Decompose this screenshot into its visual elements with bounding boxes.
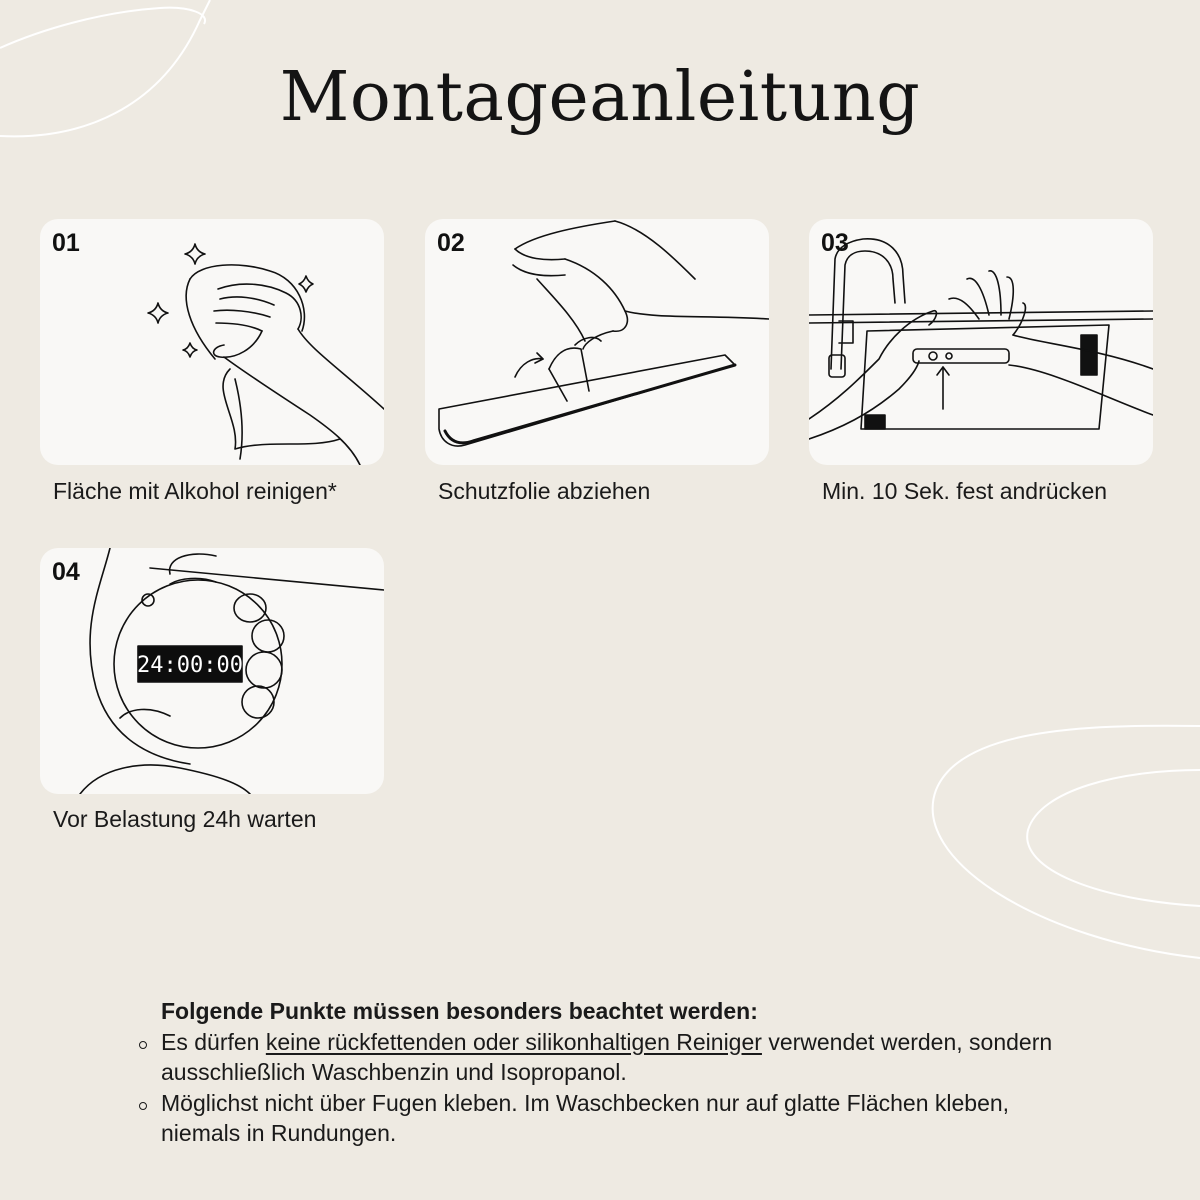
step-caption-02: Schutzfolie abziehen	[438, 478, 651, 504]
step-caption-01: Fläche mit Alkohol reinigen*	[53, 478, 337, 504]
step-number: 01	[52, 229, 80, 257]
step-card-03	[809, 219, 1153, 465]
step-card-02	[425, 219, 769, 465]
bullet-icon	[139, 1102, 147, 1110]
notes-heading: Folgende Punkte müssen besonders beachtet werden:	[161, 998, 758, 1024]
note-text: Möglichst nicht über Fugen kleben. Im Waschbecken nur auf glatte Flächen kleben, niemals in Rundungen.	[161, 1089, 1010, 1146]
step-card-01	[40, 219, 384, 465]
page-title: Montageanleitung	[279, 58, 921, 137]
note-item	[161, 1088, 1061, 1149]
note-text: verwendet werden, sondern ausschließlich Waschbenzin und Isopropanol.	[161, 1028, 1053, 1085]
bullet-icon	[139, 1041, 147, 1049]
note-text: Es dürfen	[161, 1028, 266, 1055]
important-notes	[161, 996, 1061, 1149]
timer-display: 24:00:00	[137, 653, 243, 678]
stopwatch-illustration	[40, 548, 384, 794]
step-caption-04: Vor Belastung 24h warten	[53, 806, 317, 832]
peel-film-illustration	[425, 219, 769, 465]
notes-list	[161, 1027, 1061, 1149]
press-in-sink-illustration	[809, 219, 1153, 465]
step-number: 03	[821, 229, 849, 257]
note-underlined: keine rückfettenden oder silikonhaltigen Reiniger	[265, 1028, 762, 1055]
cleaning-hand-illustration	[40, 219, 384, 465]
step-number: 04	[52, 558, 80, 586]
step-card-04	[40, 548, 384, 794]
note-item	[161, 1027, 1061, 1088]
step-caption-03: Min. 10 Sek. fest andrücken	[822, 478, 1108, 504]
step-number: 02	[437, 229, 465, 257]
